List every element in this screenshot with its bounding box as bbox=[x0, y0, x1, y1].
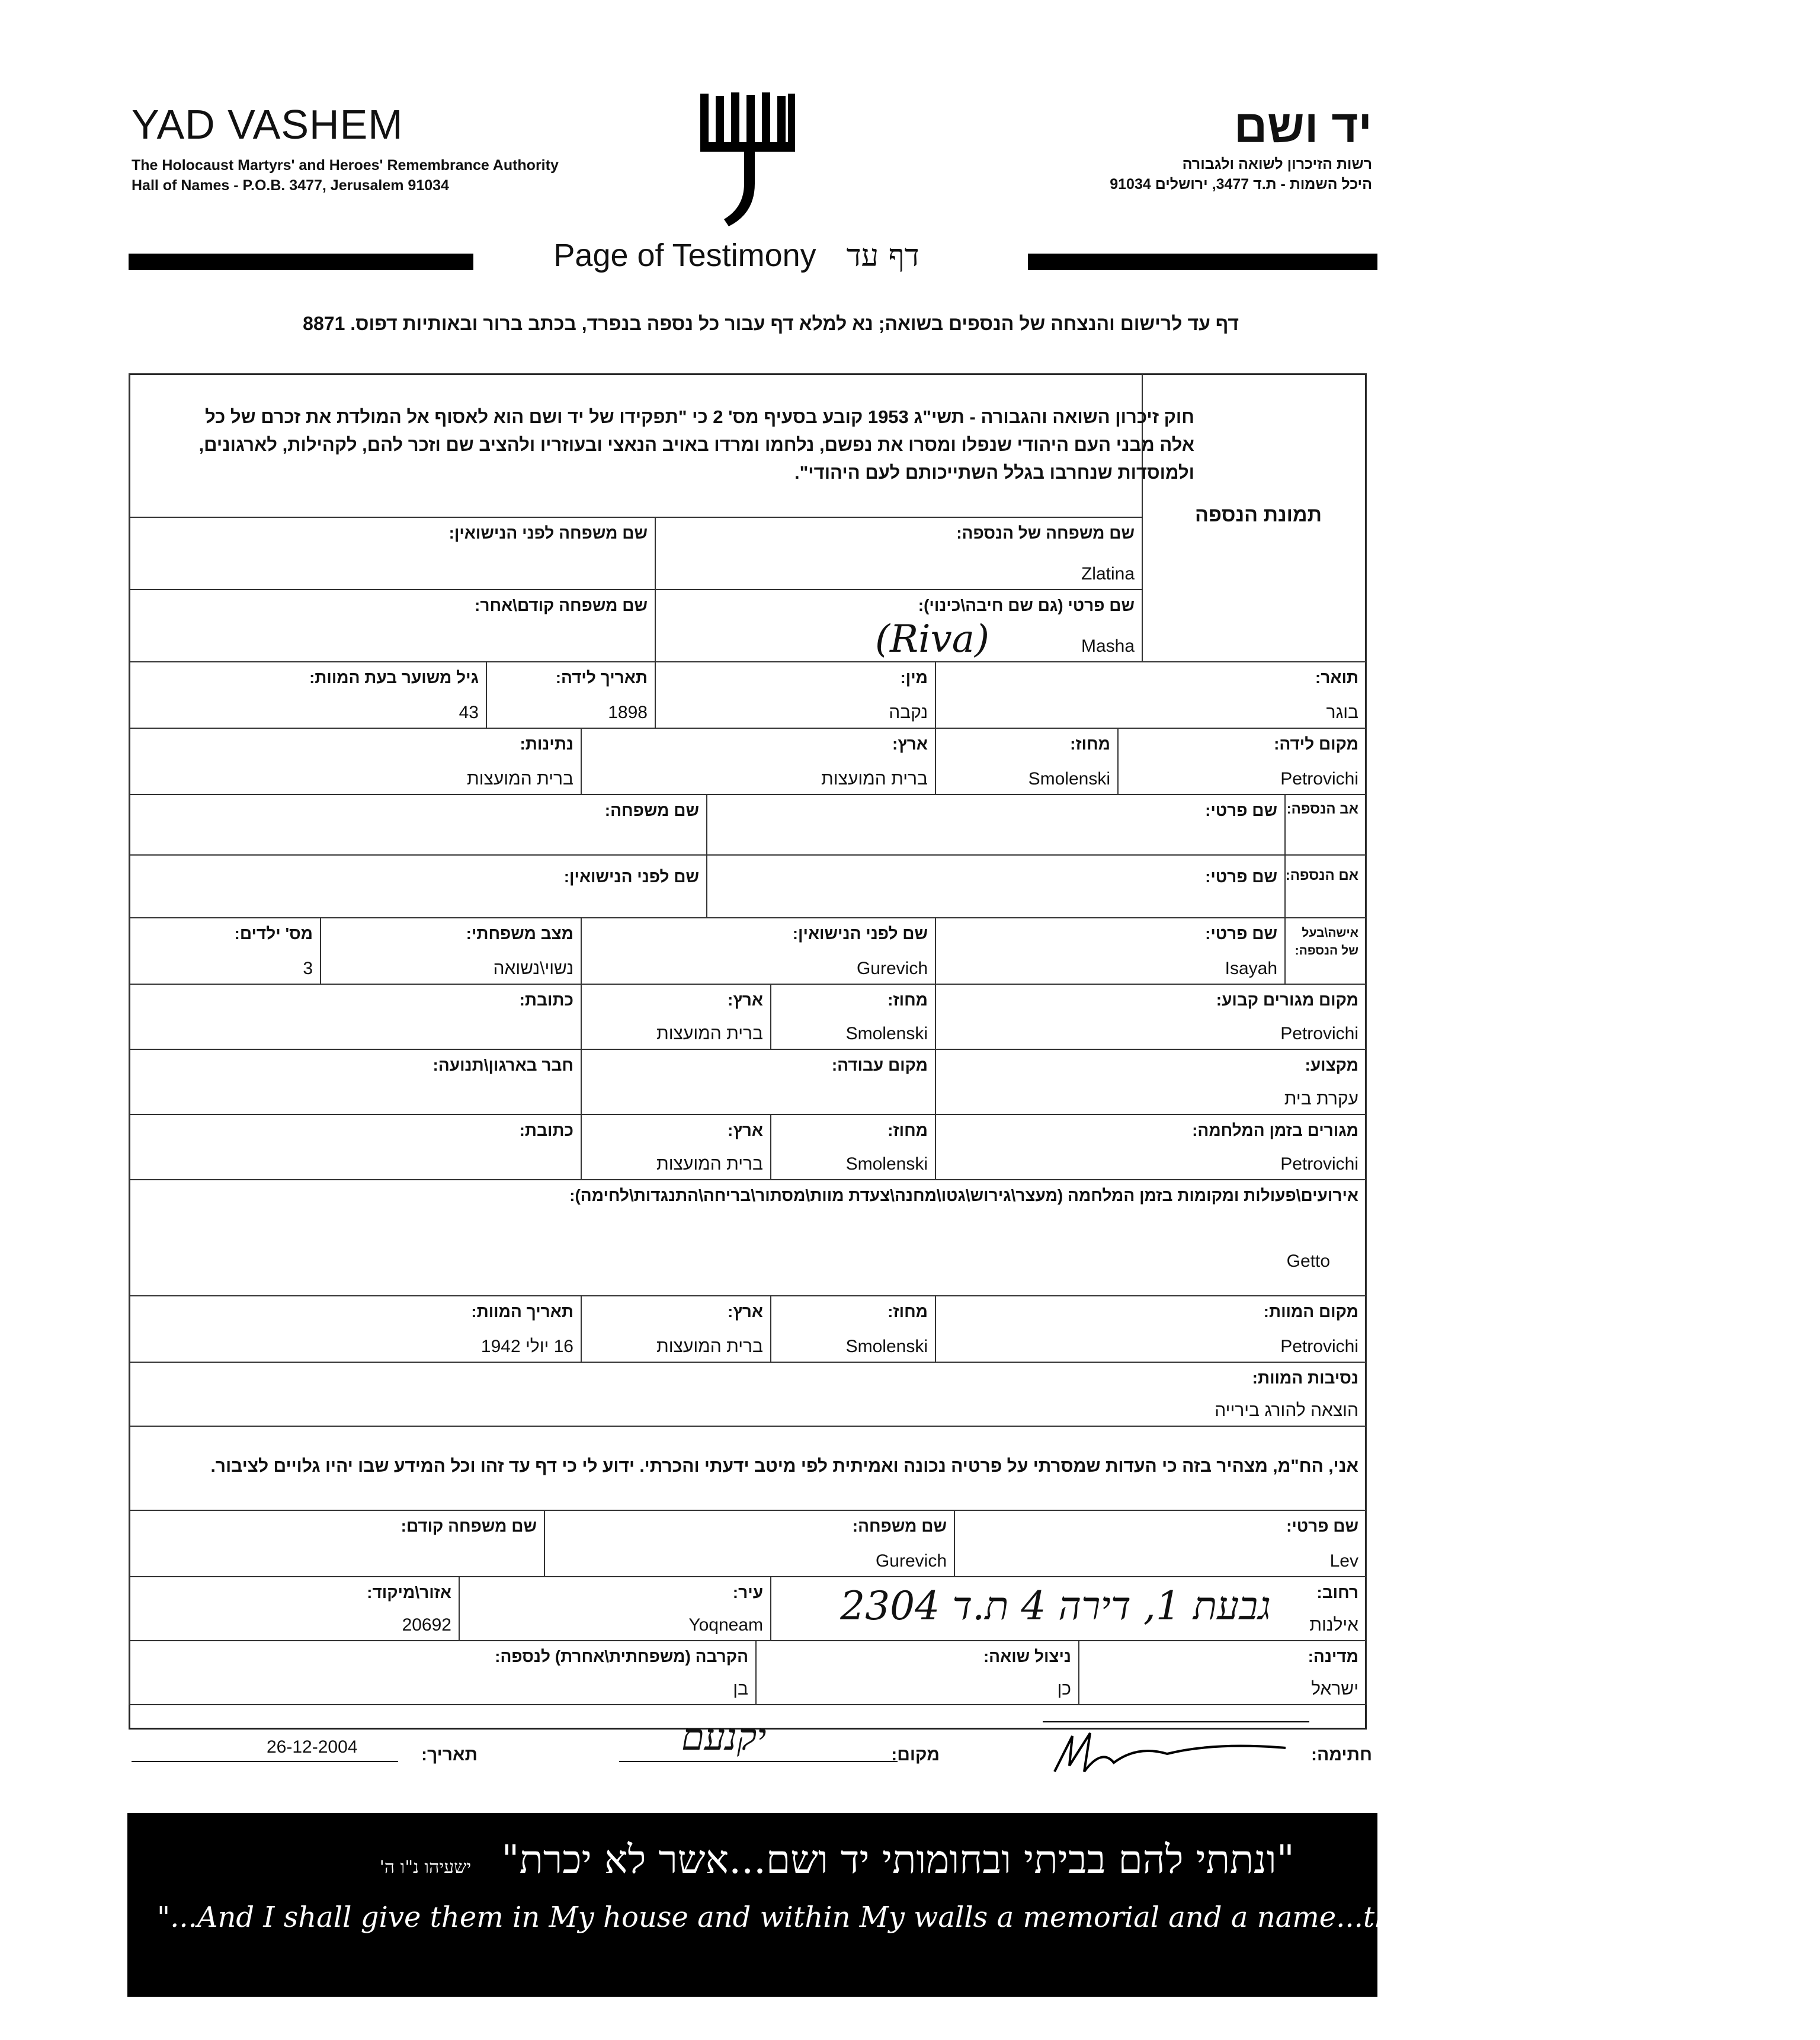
death-circumstances-field[interactable]: נסיבות המוות: הוצאה להורג בירייה bbox=[129, 1362, 1367, 1427]
org-subtitle-he bbox=[1110, 154, 1372, 194]
submitter-street-field[interactable]: רחוב: אילנות גבעת 1, דירה 4 ת.ד 2304 bbox=[770, 1576, 1367, 1641]
signature-label: חתימה: bbox=[1310, 1745, 1372, 1764]
spouse-maiden-field[interactable]: שם לפני הנישואין: Gurevich bbox=[581, 917, 936, 985]
title-en: Page of Testimony bbox=[553, 238, 816, 273]
residence-place: Petrovichi bbox=[1280, 1024, 1358, 1043]
marital-status-field[interactable]: מצב משפחתי: נשוי\נשואה bbox=[320, 917, 582, 985]
victim-gender-field[interactable]: מין: נקבה bbox=[655, 661, 936, 729]
verse-en: "...And I shall give them in My house and within My walls a memorial and a name...that shall not be cut off" bbox=[157, 1901, 1713, 1934]
spouse-row-label-cell: אישה\בעל של הנספה: bbox=[1284, 917, 1367, 985]
signing-date: 26-12-2004 bbox=[267, 1737, 358, 1757]
organization-field[interactable]: חבר בארגון\תנועה: bbox=[129, 1049, 582, 1115]
verse-source-he: ישעיהו נ"ו ה' bbox=[379, 1857, 472, 1878]
mother-first-name-field[interactable]: שם פרטי: bbox=[706, 854, 1286, 918]
address-en: Hall of Names - P.O.B. 3477, Jerusalem 91034 bbox=[132, 177, 449, 194]
submitter-city-field[interactable]: עיר: Yoqneam bbox=[459, 1576, 771, 1641]
wartime-district-field[interactable]: מחוז: Smolenski bbox=[770, 1114, 936, 1180]
wartime-place: Petrovichi bbox=[1280, 1154, 1358, 1174]
relation-value: בן bbox=[733, 1679, 748, 1699]
victim-last-name: Zlatina bbox=[1081, 564, 1135, 584]
wartime-district: Smolenski bbox=[845, 1154, 928, 1174]
submitter-zip-field[interactable]: אזור\מיקוד: 20692 bbox=[129, 1576, 460, 1641]
submitter-last-name-field[interactable]: שם משפחה: Gurevich bbox=[544, 1510, 955, 1577]
submitter-last-name: Gurevich bbox=[875, 1551, 947, 1571]
spouse-first-name: Isayah bbox=[1225, 959, 1277, 978]
victim-birth-date: 1898 bbox=[608, 703, 648, 722]
victim-maiden-field[interactable]: שם משפחה לפני הנישואין: bbox=[129, 517, 656, 590]
submitter-first-name-field[interactable]: שם פרטי: Lev bbox=[954, 1510, 1367, 1577]
mother-row-label-cell: אם הנספה: bbox=[1284, 854, 1367, 918]
victim-district-field[interactable]: מחוז: Smolenski bbox=[935, 728, 1119, 795]
instructions: דף עד לרישום והנצחה של הנספים בשואה; נא למלא דף עבור כל נספה בנפרד, בכתב ברור ובאותיות דפוס. 8871 bbox=[303, 313, 1239, 334]
wartime-country: ברית המועצות bbox=[656, 1154, 763, 1174]
victim-title-field[interactable]: תואר: בוגר bbox=[935, 661, 1367, 729]
authority-he: רשות הזיכרון לשואה ולגבורה bbox=[1182, 156, 1372, 172]
submitter-zip: 20692 bbox=[402, 1615, 451, 1635]
wartime-events-field[interactable]: אירועים\פעולות ומקומות בזמן המלחמה (מעצר\גירוש\גטו\מחנה\צעדת מוות\מסתור\בריחה\התנגדות\לחימה): Getto bbox=[129, 1179, 1367, 1296]
marital-status: נשוי\נשואה bbox=[493, 959, 573, 978]
death-place-field[interactable]: מקום המוות: Petrovichi bbox=[935, 1295, 1367, 1363]
submitter-city: Yoqneam bbox=[688, 1615, 763, 1635]
death-place: Petrovichi bbox=[1280, 1337, 1358, 1356]
victim-last-name-field[interactable]: שם משפחה של הנספה: Zlatina bbox=[655, 517, 1143, 590]
victim-district: Smolenski bbox=[1028, 769, 1110, 789]
verse-banner bbox=[127, 1813, 1820, 1997]
date-label: תאריך: bbox=[421, 1745, 478, 1764]
victim-prev-name-field[interactable]: שם משפחה קודם\אחר: bbox=[129, 589, 656, 662]
workplace-field[interactable]: מקום עבודה: bbox=[581, 1049, 936, 1115]
mother-maiden-field[interactable]: שם לפני הנישואין: bbox=[129, 854, 707, 918]
signature-scribble-icon bbox=[1049, 1730, 1297, 1778]
father-row-label-cell: אב הנספה: bbox=[1284, 794, 1367, 856]
wartime-residence-field[interactable]: מגורים בזמן המלחמה: Petrovichi bbox=[935, 1114, 1367, 1180]
declaration-text: אני, הח"מ, מצהיר בזה כי העדות שמסרתי על פרטיה נכונה ואמיתית לפי מיטב ידעתי והכרתי. ידוע לי כי דף עד זהו וכל המידע שבו יהיו גלויים לציבור. bbox=[210, 1456, 1358, 1476]
profession-field[interactable]: מקצוע: עקרת בית bbox=[935, 1049, 1367, 1115]
residence-address-field[interactable]: כתובת: bbox=[129, 984, 582, 1050]
spouse-maiden: Gurevich bbox=[856, 959, 928, 978]
father-last-name-field[interactable]: שם משפחה: bbox=[129, 794, 707, 856]
date-line[interactable] bbox=[132, 1761, 398, 1762]
father-first-name-field[interactable]: שם פרטי: bbox=[706, 794, 1286, 856]
residence-field[interactable]: מקום מגורים קבוע: Petrovichi bbox=[935, 984, 1367, 1050]
victim-birth-date-field[interactable]: תאריך לידה: 1898 bbox=[486, 661, 656, 729]
verse-source-en: Isaiah. 56:5 bbox=[1721, 1911, 1820, 1931]
spouse-first-name-field[interactable]: שם פרטי: Isayah bbox=[935, 917, 1286, 985]
death-district: Smolenski bbox=[845, 1337, 928, 1356]
survivor-field[interactable]: ניצול שואה: כן bbox=[755, 1640, 1079, 1705]
victim-country: ברית המועצות bbox=[821, 769, 928, 789]
org-name-en: YAD VASHEM bbox=[132, 101, 403, 148]
nickname-handwritten: (Riva) bbox=[875, 617, 989, 661]
victim-birthplace-field[interactable]: מקום לידה: Petrovichi bbox=[1117, 728, 1367, 795]
declaration-box bbox=[129, 1426, 1367, 1511]
children-count: 3 bbox=[303, 959, 313, 978]
death-country: ברית המועצות bbox=[656, 1337, 763, 1356]
law-text: חוק זיכרון השואה והגבורה - תשי"ג 1953 קובע בסעיף מס' 2 כי "תפקידו של יד ושם הוא לאסוף אל המולדת את זכרם של כל אלה מבני העם היהודי שנפלו ומסרו את נפשם, נלחמו ומרדו באויב הנאצי ובעוזריו ולהציב שם וזכר להם, לקהילות, לארגונים, ולמוסדות שנחרבו בגלל השתייכותם לעם היהודי". bbox=[198, 406, 1194, 483]
title-he: דף עד bbox=[846, 238, 919, 274]
wartime-events: Getto bbox=[1286, 1251, 1330, 1271]
place-label: מקום: bbox=[891, 1745, 940, 1764]
residence-country-field[interactable]: ארץ: ברית המועצות bbox=[581, 984, 771, 1050]
death-circumstances: הוצאה להורג בירייה bbox=[1215, 1401, 1358, 1420]
victim-gender: נקבה bbox=[889, 703, 928, 722]
verse-he: "ונתתי להם בביתי ובחומותי יד ושם...אשר לא יכרת" bbox=[501, 1837, 1294, 1882]
org-subtitle-en bbox=[132, 155, 559, 196]
victim-birthplace: Petrovichi bbox=[1280, 769, 1358, 789]
photo-label: תמונת הנספה bbox=[1194, 504, 1322, 526]
profession: עקרת בית bbox=[1284, 1089, 1358, 1109]
submitter-first-name: Lev bbox=[1329, 1551, 1358, 1571]
victim-first-name-field[interactable]: שם פרטי (גם שם חיבה\כינוי): Masha (Riva) bbox=[655, 589, 1143, 662]
victim-nationality-field[interactable]: נתינות: ברית המועצות bbox=[129, 728, 582, 795]
submitter-prev-name-field[interactable]: שם משפחה קודם: bbox=[129, 1510, 545, 1577]
wartime-address-field[interactable]: כתובת: bbox=[129, 1114, 582, 1180]
victim-country-field[interactable]: ארץ: ברית המועצות bbox=[581, 728, 936, 795]
death-date-field[interactable]: תאריך המוות: 16 יולי 1942 bbox=[129, 1295, 582, 1363]
submitter-country-field[interactable]: מדינה: ישראל bbox=[1078, 1640, 1367, 1705]
org-name-he: יד ושם bbox=[1233, 100, 1372, 152]
residence-country: ברית המועצות bbox=[656, 1024, 763, 1043]
menorah-logo-icon bbox=[693, 89, 800, 237]
death-date: 16 יולי 1942 bbox=[480, 1337, 573, 1356]
address-he: היכל השמות - ת.ד 3477, ירושלים 91034 bbox=[1110, 176, 1372, 193]
relation-field[interactable]: הקרבה (משפחתית\אחרת) לנספה: בן bbox=[129, 1640, 757, 1705]
victim-nationality: ברית המועצות bbox=[467, 769, 573, 789]
death-district-field[interactable]: מחוז: Smolenski bbox=[770, 1295, 936, 1363]
place-handwritten: יקנעם bbox=[681, 1715, 767, 1759]
residence-district: Smolenski bbox=[845, 1024, 928, 1043]
form-title bbox=[0, 237, 1473, 274]
signature-line[interactable] bbox=[1043, 1721, 1309, 1722]
street-handwritten: גבעת 1, דירה 4 ת.ד 2304 bbox=[840, 1583, 1271, 1629]
victim-age: 43 bbox=[459, 703, 479, 722]
survivor-value: כן bbox=[1057, 1679, 1071, 1699]
death-country-field[interactable]: ארץ: ברית המועצות bbox=[581, 1295, 771, 1363]
submitter-street: אילנות bbox=[1309, 1615, 1358, 1635]
victim-title: בוגר bbox=[1326, 703, 1358, 722]
victim-first-name: Masha bbox=[1081, 636, 1135, 656]
place-line[interactable] bbox=[619, 1761, 898, 1762]
authority-en: The Holocaust Martyrs' and Heroes' Remembrance Authority bbox=[132, 157, 559, 174]
victim-age-field[interactable]: גיל משוער בעת המוות: 43 bbox=[129, 661, 487, 729]
wartime-country-field[interactable]: ארץ: ברית המועצות bbox=[581, 1114, 771, 1180]
children-count-field[interactable]: מס' ילדים: 3 bbox=[129, 917, 321, 985]
submitter-country: ישראל bbox=[1311, 1679, 1358, 1699]
residence-district-field[interactable]: מחוז: Smolenski bbox=[770, 984, 936, 1050]
